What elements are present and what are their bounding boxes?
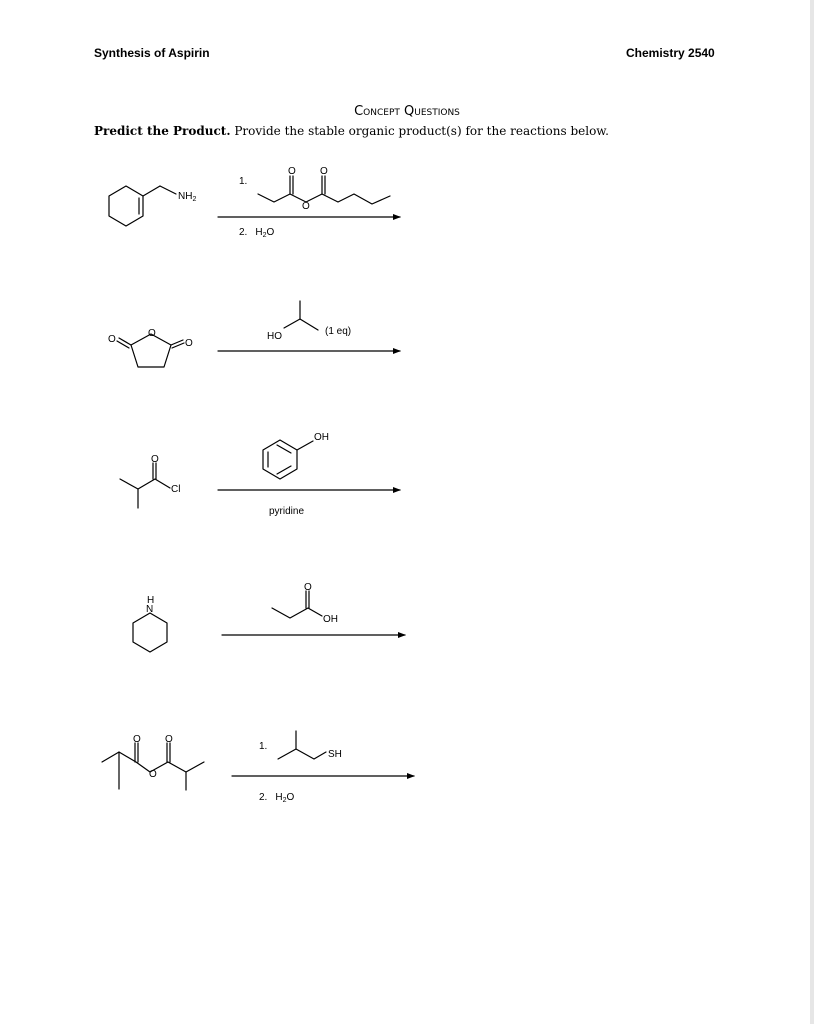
- hydroxyl-label: OH: [314, 432, 329, 443]
- chloride-label: Cl: [171, 484, 181, 495]
- step-2-water: 2. $H_2O$: [239, 227, 275, 239]
- amine-n-label: N: [146, 604, 154, 615]
- anhydride-skeleton: [258, 194, 390, 204]
- step-2-water: 2. $H_2O$: [259, 792, 295, 804]
- cyclohexene-ring: [109, 186, 143, 226]
- reaction-1: [109, 176, 400, 226]
- carbonyl-o-label: O: [108, 334, 116, 345]
- reaction-5: [102, 731, 414, 790]
- reaction-3: [120, 440, 400, 508]
- amine-label: $NH_2$: [178, 191, 197, 203]
- ring-o-label: O: [148, 328, 156, 339]
- carbonyl-o-label: O: [133, 734, 141, 745]
- header-course: Chemistry 2540: [626, 46, 715, 60]
- reaction-4: [133, 591, 405, 652]
- piperidine-ring: [133, 613, 167, 652]
- carbonyl-o-label: O: [151, 454, 159, 465]
- section-title: Concept Questions: [354, 104, 460, 119]
- reaction-2: [117, 301, 400, 367]
- header-title: Synthesis of Aspirin: [94, 46, 210, 60]
- carbonyl-o-label: O: [320, 166, 328, 177]
- pyridine-label: pyridine: [269, 506, 305, 517]
- amine-h-label: H: [147, 595, 155, 606]
- ester-o-label: O: [149, 769, 157, 780]
- equivalents-label: (1 eq): [325, 326, 352, 337]
- step-1-number: 1.: [239, 176, 248, 187]
- acyl-chloride-skeleton: [120, 479, 170, 489]
- step-1-number: 1.: [259, 741, 268, 752]
- carbonyl-o-label: O: [304, 582, 312, 593]
- carbonyl-o-label: O: [165, 734, 173, 745]
- thiol-skeleton: [278, 749, 326, 759]
- hydroxyl-label: OH: [323, 614, 338, 625]
- propanoic-acid-skeleton: [272, 608, 322, 618]
- ester-o-label: O: [302, 201, 310, 212]
- hydroxyl-label: HO: [267, 331, 282, 342]
- instructions-text: Provide the stable organic product(s) for the reactions below.: [230, 124, 609, 138]
- carbonyl-o-label: O: [185, 338, 193, 349]
- thiol-label: SH: [328, 749, 342, 760]
- carbonyl-o-label: O: [288, 166, 296, 177]
- instructions-bold: Predict the Product.: [94, 124, 231, 138]
